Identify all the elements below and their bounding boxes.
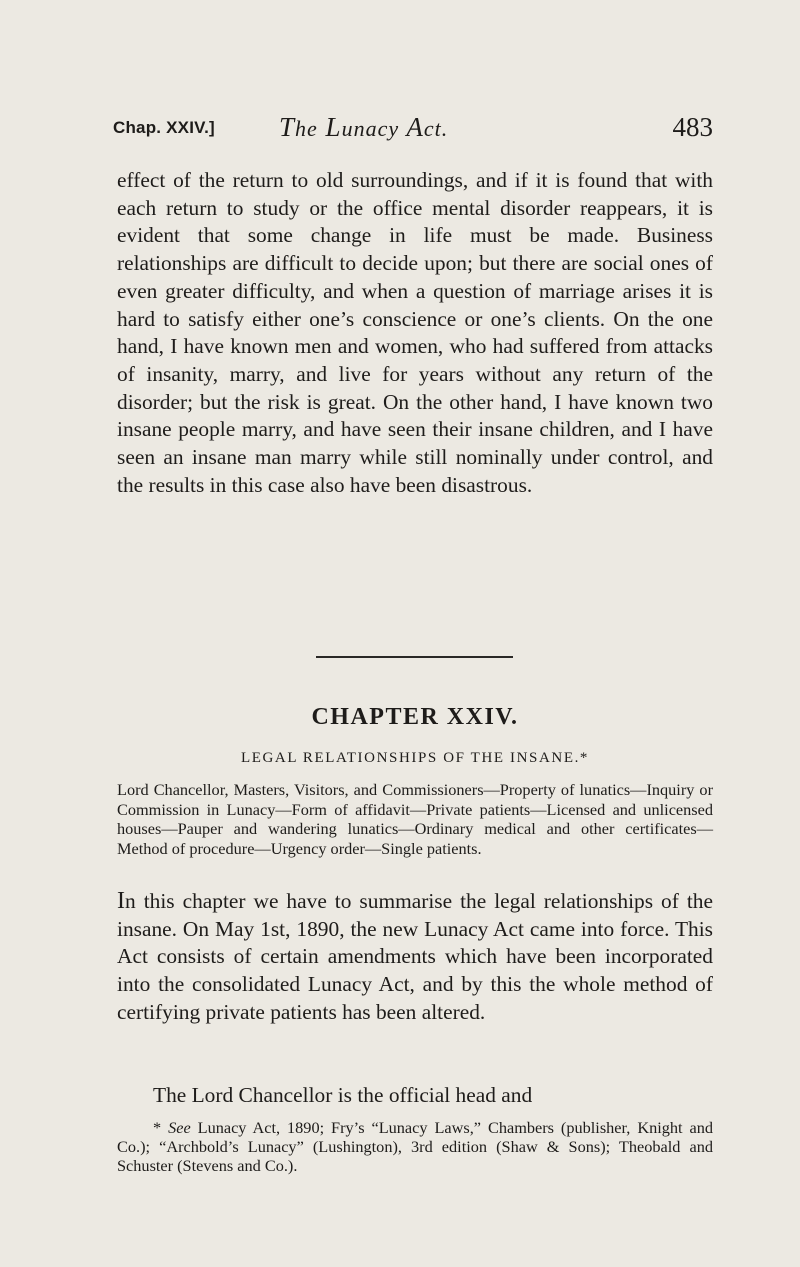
section-divider (316, 656, 513, 658)
initial-rest: n (125, 889, 136, 913)
running-head (113, 112, 713, 152)
paragraph-intro-text: this chapter we have to summarise the legal relationships of the insane. On May 1st, 1890, the new Lunacy Act came into force. This Act consists of certain amendments which have been incorporated into the consolidated Lunacy Act, and by this the whole method of certifying private patients has been altered. (117, 889, 713, 1024)
paragraph-intro (117, 888, 713, 1027)
page-number: 483 (672, 112, 713, 142)
footnote-see: See (168, 1118, 191, 1137)
chapter-synopsis: Lord Chancellor, Masters, Visitors, and Commissioners—Property of lunatics—Inquiry or Commission in Lunacy—Form of affidavit—Private patients—Licensed and unlicensed houses—Pauper and wandering lunatics—Ordinary medical and other certificates—Method of procedure—Urgency order—Single patients. (117, 780, 713, 858)
footnote (117, 1118, 713, 1175)
running-head-title: The Lunacy Act. (279, 112, 449, 142)
running-head-chapter: Chap. XXIV.] (113, 118, 215, 137)
paragraph-continued: effect of the return to old surroundings, and if it is found that with each return to study or the office mental disorder reappears, it is evident that some change in life must be made. Business relationships are difficult to decide upon; but there are social ones of even greater difficulty, and when a question of marriage arises it is hard to satisfy either one’s conscience or one’s clients. On the one hand, I have known men and women, who had suffered from attacks of insanity, marry, and live for years without any return of the disorder; but the risk is great. On the other hand, I have known two insane people marry, and have seen their insane children, and I have seen an insane man marry while still nominally under control, and the results in this case also have been disastrous. (117, 168, 713, 497)
footnote-marker: * (153, 1118, 169, 1137)
footnote-text: Lunacy Act, 1890; Fry’s “Lunacy Laws,” Chambers (publisher, Knight and Co.); “Archbold’s Lunacy” (Lushington), 3rd edition (Shaw & Sons); Theobald and Schuster (Stevens and Co.). (117, 1118, 713, 1175)
drop-initial: I (117, 888, 125, 914)
chapter-title: CHAPTER XXIV. (311, 704, 519, 730)
paragraph-next: The Lord Chancellor is the official head and (153, 1083, 533, 1107)
chapter-subtitle: LEGAL RELATIONSHIPS OF THE INSANE.* (240, 750, 590, 766)
